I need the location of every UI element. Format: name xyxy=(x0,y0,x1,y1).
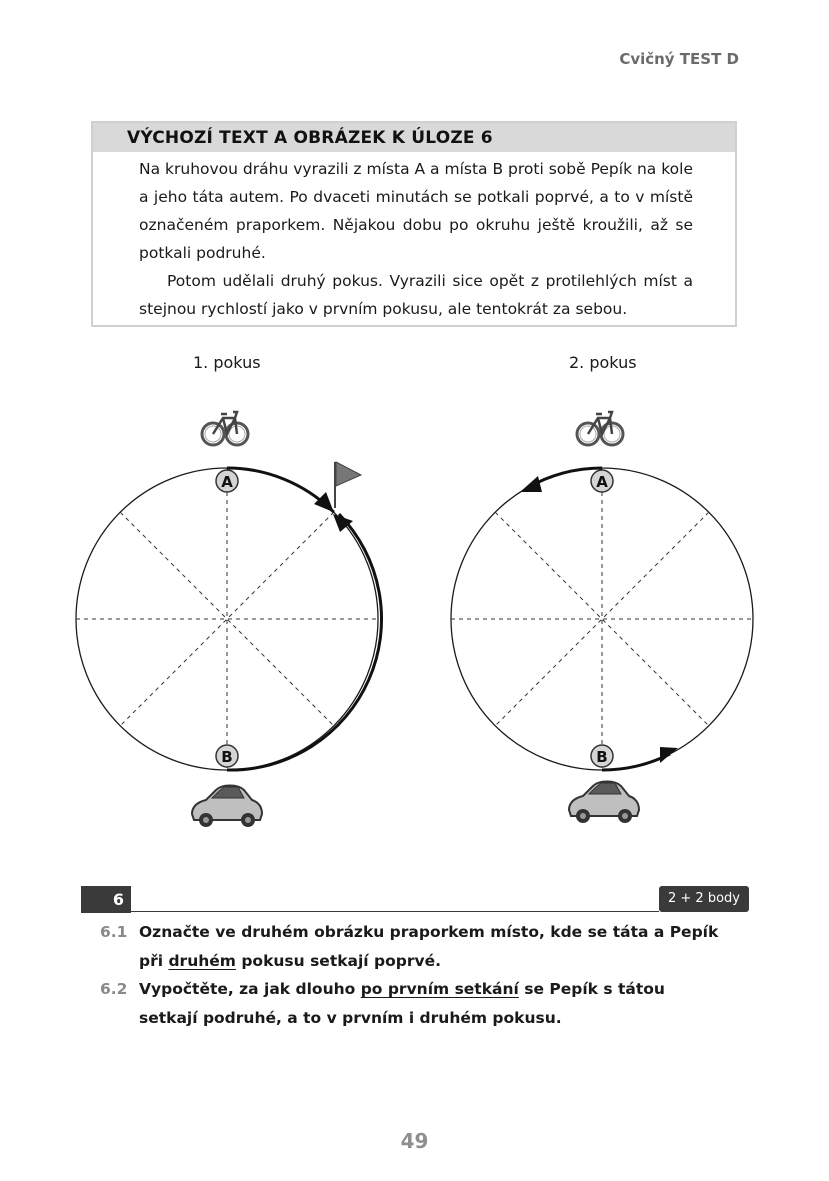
figures-svg xyxy=(0,380,829,850)
page-number: 49 xyxy=(400,1129,429,1153)
point-b-left xyxy=(216,745,238,767)
flag-icon xyxy=(335,462,361,508)
bike-path-left xyxy=(227,468,334,512)
subtask-emphasis: druhém xyxy=(168,952,236,970)
source-text-box xyxy=(91,121,737,327)
figure-label-1: 1. pokus xyxy=(193,353,261,372)
task-number-badge: 6 xyxy=(81,886,131,913)
bicycle-icon-left xyxy=(202,412,248,445)
subtask-number: 6.2 xyxy=(100,980,128,998)
source-paragraph-1: Na kruhovou dráhu vyrazili z místa A a místa B proti sobě Pepík na kole a jeho táta autem. Po dvaceti minutách se potkali poprvé, a to v místě označeném praporkem. Nějakou dobu po okruhu ještě kroužili, až se potkali podruhé. xyxy=(139,160,693,262)
car-icon-left xyxy=(192,786,262,828)
subtask-6-1 xyxy=(100,918,720,976)
point-b-right xyxy=(591,745,613,767)
subtask-text: Vypočtěte, za jak dlouho po prvním setkání se Pepík s tátou setkají podruhé, a to v prvním i druhém pokusu. xyxy=(139,980,665,1027)
source-paragraph-2: Potom udělali druhý pokus. Vyrazili sice opět z protilehlých míst a stejnou rychlostí jako v prvním pokusu, ale tentokrát za sebou. xyxy=(139,272,693,318)
figure-left xyxy=(76,412,382,827)
point-a-right xyxy=(591,470,613,492)
subtask-number: 6.1 xyxy=(100,923,128,941)
source-box-title: VÝCHOZÍ TEXT A OBRÁZEK K ÚLOZE 6 xyxy=(127,128,493,148)
bicycle-icon-right xyxy=(577,412,623,445)
subtask-6-2 xyxy=(100,975,720,1033)
svg-text:B: B xyxy=(596,748,608,766)
svg-text:A: A xyxy=(596,473,608,491)
car-arrow-right xyxy=(660,747,678,763)
figure-right xyxy=(451,412,753,823)
bike-arrow-left xyxy=(314,492,334,512)
figure-label-2: 2. pokus xyxy=(569,353,637,372)
car-icon-right xyxy=(569,782,639,824)
dashed-spokes-left xyxy=(76,468,378,770)
point-a-left xyxy=(216,470,238,492)
points-badge: 2 + 2 body xyxy=(659,886,749,912)
subtask-text: Označte ve druhém obrázku praporkem místo, kde se táta a Pepík při druhém pokusu setkají poprvé. xyxy=(139,923,719,970)
dashed-spokes-right xyxy=(451,468,753,770)
svg-text:A: A xyxy=(221,473,233,491)
source-box-header xyxy=(93,123,735,152)
bike-arrow-right xyxy=(520,476,542,492)
car-path-left xyxy=(227,514,382,770)
task-divider xyxy=(131,911,659,912)
test-title: Cvičný TEST D xyxy=(619,50,739,68)
subtask-emphasis: po prvním setkání xyxy=(360,980,519,998)
svg-text:B: B xyxy=(221,748,233,766)
source-box-body xyxy=(139,155,693,323)
